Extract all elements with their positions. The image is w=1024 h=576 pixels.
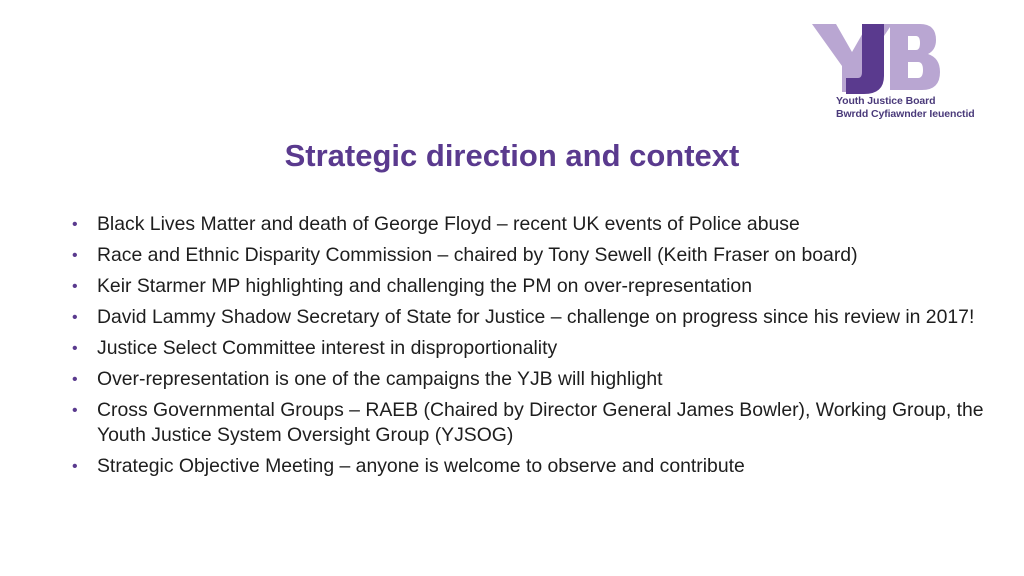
slide-title: Strategic direction and context: [284, 138, 740, 173]
bullet-icon: •: [72, 216, 78, 233]
list-item: [72, 454, 1002, 479]
logo-text-welsh: Bwrdd Cyfiawnder Ieuenctid: [836, 108, 975, 120]
bullet-icon: •: [72, 247, 78, 264]
yjb-logo-mark: [812, 22, 996, 94]
list-item: [72, 274, 1002, 299]
logo-text-english: Youth Justice Board: [836, 95, 936, 107]
bullet-text: Race and Ethnic Disparity Commission – chaired by Tony Sewell (Keith Fraser on board): [97, 244, 858, 266]
bullet-icon: •: [72, 371, 78, 388]
bullet-text: Black Lives Matter and death of George Floyd – recent UK events of Police abuse: [97, 213, 800, 235]
bullet-text: Justice Select Committee interest in disproportionality: [97, 337, 558, 359]
bullet-list: [72, 212, 1002, 485]
yjb-logo: [812, 22, 996, 120]
list-item: [72, 212, 1002, 237]
bullet-icon: •: [72, 340, 78, 357]
bullet-icon: •: [72, 309, 78, 326]
bullet-icon: •: [72, 278, 78, 295]
bullet-text: Keir Starmer MP highlighting and challenging the PM on over-representation: [97, 275, 752, 297]
bullet-text: Over-representation is one of the campaigns the YJB will highlight: [97, 368, 663, 390]
list-item: [72, 398, 1002, 448]
list-item: [72, 336, 1002, 361]
list-item: [72, 243, 1002, 268]
bullet-icon: •: [72, 402, 78, 419]
list-item: [72, 367, 1002, 392]
bullet-text: Strategic Objective Meeting – anyone is welcome to observe and contribute: [97, 455, 745, 477]
bullet-text: Cross Governmental Groups – RAEB (Chaired by Director General James Bowler), Working Group, the Youth Justice System Oversight Group (YJSOG): [97, 399, 984, 446]
bullet-text: David Lammy Shadow Secretary of State for Justice – challenge on progress since his review in 2017!: [97, 306, 975, 328]
list-item: [72, 305, 1002, 330]
bullet-icon: •: [72, 458, 78, 475]
